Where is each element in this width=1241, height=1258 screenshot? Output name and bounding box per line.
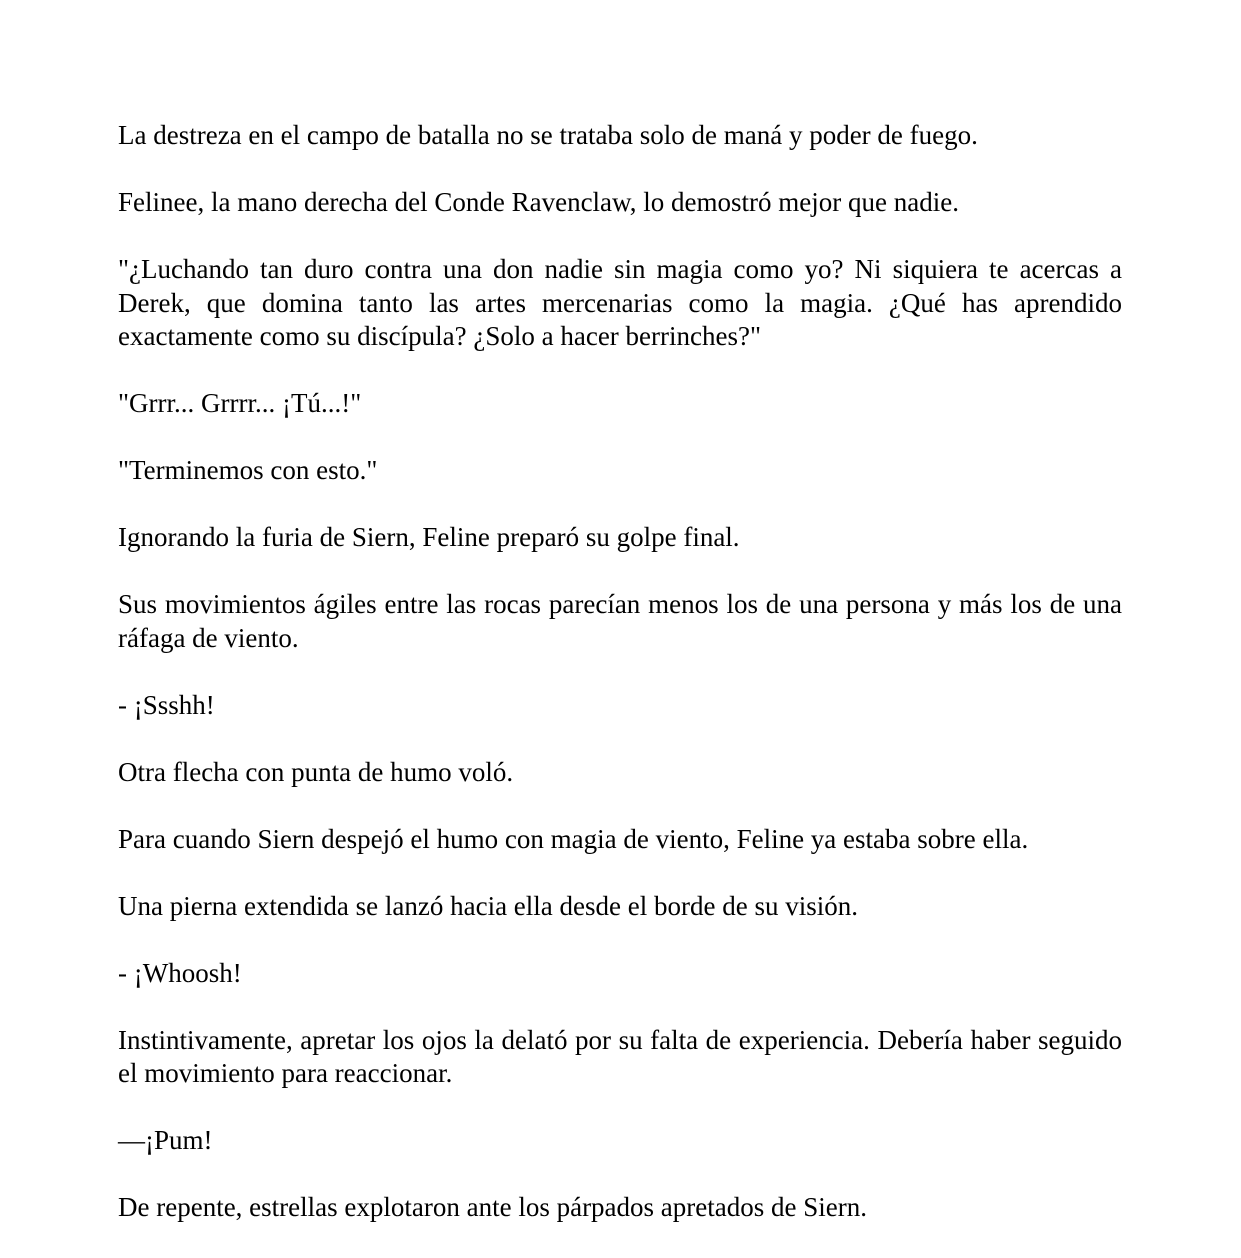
paragraph: Ignorando la furia de Siern, Feline preparó su golpe final. [118, 522, 740, 552]
paragraph: "Grrr... Grrrr... ¡Tú...!" [118, 388, 362, 418]
paragraph: Para cuando Siern despejó el humo con magia de viento, Feline ya estaba sobre ella. [118, 823, 1029, 854]
paragraph: - ¡Whoosh! [118, 957, 242, 988]
paragraph: - ¡Ssshh! [118, 689, 215, 720]
paragraph: Otra flecha con punta de humo voló. [118, 756, 514, 787]
paragraph: "Terminemos con esto." [118, 455, 378, 485]
paragraph: "¿Luchando tan duro contra una don nadie sin magia como yo? Ni siquiera te acercas a Derek, que domina tanto las artes mercenarias como la magia. ¿Qué has aprendido exactamente como su discípula? ¿Solo a hacer berrinches?" [118, 254, 1122, 351]
paragraph: Instintivamente, apretar los ojos la delató por su falta de experiencia. Debería haber seguido el movimiento para reaccionar. [118, 1024, 1122, 1088]
document-page [118, 119, 1122, 1258]
paragraph: Una pierna extendida se lanzó hacia ella desde el borde de su visión. [118, 890, 858, 921]
paragraph: La destreza en el campo de batalla no se trataba solo de maná y poder de fuego. [118, 120, 978, 150]
paragraph: —¡Pum! [118, 1125, 213, 1155]
paragraph: De repente, estrellas explotaron ante los párpados apretados de Siern. [118, 1192, 867, 1222]
paragraph: Sus movimientos ágiles entre las rocas parecían menos los de una persona y más los de una ráfaga de viento. [118, 589, 1122, 653]
paragraph: Felinee, la mano derecha del Conde Ravenclaw, lo demostró mejor que nadie. [118, 187, 959, 217]
